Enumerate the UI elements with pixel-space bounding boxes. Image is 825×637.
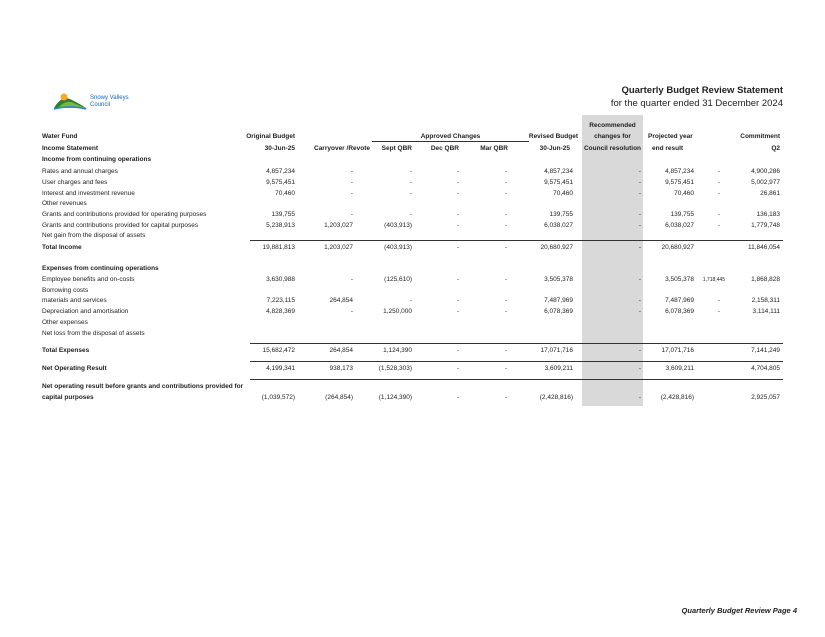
table-cell: (403,913) bbox=[384, 222, 412, 229]
table-cell: - bbox=[717, 297, 720, 304]
table-cell: - bbox=[638, 365, 641, 372]
table-cell: 4,199,341 bbox=[266, 365, 295, 372]
table-cell: (1,124,390) bbox=[378, 394, 412, 401]
table-cell: 4,704,805 bbox=[751, 365, 780, 372]
table-cell: - bbox=[504, 222, 507, 229]
header-revised-budget: Revised Budget bbox=[528, 133, 578, 140]
table-cell: 139,755 bbox=[670, 211, 694, 218]
header-recommended-2: changes for bbox=[594, 133, 631, 140]
table-cell: 5,238,913 bbox=[266, 222, 295, 229]
table-cell: - bbox=[409, 211, 412, 218]
table-cell: - bbox=[504, 394, 507, 401]
header-dec: Dec QBR bbox=[430, 145, 459, 152]
table-cell: - bbox=[717, 179, 720, 186]
table-cell: 7,487,969 bbox=[544, 297, 573, 304]
row-label: Depreciation and amortisation bbox=[42, 308, 129, 315]
table-cell: (2,428,816) bbox=[660, 394, 694, 401]
table-cell: 264,854 bbox=[329, 347, 353, 354]
total-rule bbox=[250, 379, 783, 380]
header-revised-date: 30-Jun-25 bbox=[539, 145, 570, 152]
table-cell: - bbox=[504, 308, 507, 315]
table-cell: - bbox=[456, 190, 459, 197]
header-commitment-1: Commitment bbox=[740, 133, 780, 140]
table-cell: 7,223,115 bbox=[266, 297, 295, 304]
table-cell: 3,114,111 bbox=[752, 308, 780, 315]
table-cell: 1,779,748 bbox=[751, 222, 780, 229]
table-cell: - bbox=[638, 179, 641, 186]
table-cell: - bbox=[409, 168, 412, 175]
table-cell: - bbox=[456, 168, 459, 175]
table-cell: 5,002,977 bbox=[751, 179, 780, 186]
table-cell: - bbox=[504, 168, 507, 175]
table-cell: 6,038,027 bbox=[544, 222, 573, 229]
header-projected-2: end result bbox=[652, 145, 684, 152]
row-label: Expenses from continuing operations bbox=[42, 265, 159, 272]
table-cell: 7,487,969 bbox=[665, 297, 694, 304]
table-cell: - bbox=[456, 297, 459, 304]
row-label: Employee benefits and on-costs bbox=[42, 276, 135, 283]
row-label-continued: capital purposes bbox=[42, 394, 94, 401]
table-cell: - bbox=[409, 297, 412, 304]
table-cell: 70,460 bbox=[553, 190, 573, 197]
table-cell: 1,868,828 bbox=[751, 276, 780, 283]
total-rule bbox=[250, 343, 783, 344]
table-cell: - bbox=[638, 244, 641, 251]
table-cell: - bbox=[504, 244, 507, 251]
row-label: Net operating result before grants and contributions provided for bbox=[42, 383, 244, 390]
table-cell: 1,203,027 bbox=[324, 244, 353, 251]
table-cell: - bbox=[638, 222, 641, 229]
table-cell: 264,854 bbox=[329, 297, 353, 304]
recommended-column-shading bbox=[582, 115, 643, 406]
table-cell: (1,528,303) bbox=[378, 365, 412, 372]
table-cell: 1,718,445 bbox=[702, 277, 725, 283]
table-cell: - bbox=[638, 347, 641, 354]
row-label: Total Expenses bbox=[42, 347, 90, 354]
table-cell: 3,505,378 bbox=[665, 276, 694, 283]
table-cell: - bbox=[350, 168, 353, 175]
table-cell: 1,124,390 bbox=[383, 347, 412, 354]
row-label: materials and services bbox=[42, 297, 107, 304]
row-label: Grants and contributions provided for operating purposes bbox=[42, 211, 207, 218]
table-cell: 4,857,234 bbox=[544, 168, 573, 175]
table-cell: (2,428,816) bbox=[539, 394, 573, 401]
table-cell: - bbox=[456, 276, 459, 283]
logo-text-1: Snowy Valleys bbox=[90, 95, 129, 101]
table-cell: 17,071,716 bbox=[540, 347, 573, 354]
table-cell: 6,038,027 bbox=[665, 222, 694, 229]
table-cell: 9,575,451 bbox=[544, 179, 573, 186]
table-cell: 20,680,927 bbox=[661, 244, 694, 251]
table-cell: - bbox=[504, 276, 507, 283]
table-cell: - bbox=[717, 190, 720, 197]
table-cell: - bbox=[409, 190, 412, 197]
table-cell: - bbox=[456, 347, 459, 354]
row-label: User charges and fees bbox=[42, 179, 108, 186]
table-cell: (403,913) bbox=[384, 244, 412, 251]
table-cell: 2,158,311 bbox=[751, 297, 780, 304]
table-cell: 1,250,000 bbox=[383, 308, 412, 315]
table-cell: 9,575,451 bbox=[665, 179, 694, 186]
table-cell: - bbox=[456, 211, 459, 218]
table-cell: - bbox=[638, 168, 641, 175]
row-label: Net loss from the disposal of assets bbox=[42, 330, 145, 337]
table-cell: 4,857,234 bbox=[266, 168, 295, 175]
table-cell: - bbox=[638, 308, 641, 315]
table-cell: - bbox=[717, 222, 720, 229]
header-recommended-1: Recommended bbox=[589, 122, 636, 129]
table-cell: 938,173 bbox=[329, 365, 353, 372]
table-cell: 70,460 bbox=[275, 190, 295, 197]
table-cell: 3,609,211 bbox=[665, 365, 694, 372]
table-cell: - bbox=[350, 211, 353, 218]
table-cell: (264,854) bbox=[325, 394, 353, 401]
row-label: Interest and investment revenue bbox=[42, 190, 135, 197]
table-cell: 2,925,057 bbox=[751, 394, 780, 401]
table-cell: 139,755 bbox=[271, 211, 295, 218]
table-cell: 9,575,451 bbox=[266, 179, 295, 186]
table-cell: 4,900,286 bbox=[751, 168, 780, 175]
statement-label: Income Statement bbox=[42, 145, 98, 152]
table-cell: 17,071,716 bbox=[661, 347, 694, 354]
table-cell: - bbox=[350, 276, 353, 283]
table-cell: - bbox=[504, 211, 507, 218]
header-approved-changes: Approved Changes bbox=[420, 133, 481, 140]
table-cell: - bbox=[504, 190, 507, 197]
table-cell: 6,078,369 bbox=[665, 308, 694, 315]
header-projected-1: Projected year bbox=[648, 133, 693, 140]
total-rule bbox=[250, 240, 783, 241]
table-cell: 4,828,369 bbox=[266, 308, 295, 315]
header-carryover: Carryover /Revote bbox=[314, 145, 370, 152]
table-cell: - bbox=[456, 222, 459, 229]
table-cell: - bbox=[409, 179, 412, 186]
table-cell: 3,505,378 bbox=[544, 276, 573, 283]
table-cell: - bbox=[638, 297, 641, 304]
table-cell: 136,183 bbox=[756, 211, 780, 218]
table-cell: - bbox=[504, 365, 507, 372]
table-cell: - bbox=[638, 276, 641, 283]
header-mar: Mar QBR bbox=[480, 145, 508, 152]
table-cell: 4,857,234 bbox=[665, 168, 694, 175]
header-recommended-3: Council resolution bbox=[583, 145, 642, 152]
table-cell: - bbox=[504, 297, 507, 304]
table-cell: - bbox=[504, 347, 507, 354]
table-cell: 1,203,027 bbox=[324, 222, 353, 229]
page-subtitle: for the quarter ended 31 December 2024 bbox=[610, 98, 783, 109]
row-label: Other revenues bbox=[42, 200, 87, 207]
row-label: Total Income bbox=[42, 244, 82, 251]
header-original-budget: Original Budget bbox=[246, 133, 295, 140]
table-cell: 3,630,988 bbox=[266, 276, 295, 283]
fund-label: Water Fund bbox=[42, 133, 78, 140]
table-cell: - bbox=[456, 179, 459, 186]
table-cell: - bbox=[638, 190, 641, 197]
table-cell: 70,460 bbox=[674, 190, 694, 197]
table-cell: 11,846,054 bbox=[747, 244, 780, 251]
page-footer: Quarterly Budget Review Page 4 bbox=[681, 606, 797, 615]
table-cell: - bbox=[717, 308, 720, 315]
table-cell: - bbox=[456, 394, 459, 401]
row-label: Net Operating Result bbox=[42, 365, 107, 372]
table-cell: (1,039,572) bbox=[261, 394, 295, 401]
table-cell: - bbox=[350, 179, 353, 186]
table-cell: 7,141,249 bbox=[751, 347, 780, 354]
approved-changes-underline bbox=[372, 141, 529, 142]
table-cell: - bbox=[456, 365, 459, 372]
table-cell: - bbox=[504, 179, 507, 186]
row-label: Income from continuing operations bbox=[42, 156, 152, 163]
council-logo bbox=[52, 90, 132, 112]
table-cell: 26,861 bbox=[760, 190, 780, 197]
row-label: Rates and annual charges bbox=[42, 168, 118, 175]
table-cell: 139,755 bbox=[549, 211, 573, 218]
page-title: Quarterly Budget Review Statement bbox=[621, 85, 783, 96]
table-cell: - bbox=[717, 168, 720, 175]
table-cell: - bbox=[456, 308, 459, 315]
total-rule bbox=[250, 361, 783, 362]
header-commitment-2: Q2 bbox=[771, 145, 780, 152]
table-cell: 6,078,369 bbox=[544, 308, 573, 315]
logo-text-2: Council bbox=[90, 102, 111, 108]
table-cell: - bbox=[638, 211, 641, 218]
table-cell: - bbox=[456, 244, 459, 251]
header-original-date: 30-Jun-25 bbox=[264, 145, 295, 152]
table-cell: - bbox=[717, 211, 720, 218]
header-sept: Sept QBR bbox=[381, 145, 412, 152]
table-cell: (125,610) bbox=[384, 276, 412, 283]
table-cell: 3,609,211 bbox=[544, 365, 573, 372]
row-label: Grants and contributions provided for capital purposes bbox=[42, 222, 199, 229]
row-label: Borrowing costs bbox=[42, 287, 89, 294]
table-cell: - bbox=[350, 190, 353, 197]
table-cell: 19,881,813 bbox=[262, 244, 295, 251]
table-cell: 20,680,927 bbox=[540, 244, 573, 251]
table-cell: 15,682,472 bbox=[262, 347, 295, 354]
table-cell: - bbox=[638, 394, 641, 401]
row-label: Net gain from the disposal of assets bbox=[42, 232, 146, 239]
row-label: Other expenses bbox=[42, 319, 88, 326]
table-cell: - bbox=[350, 308, 353, 315]
